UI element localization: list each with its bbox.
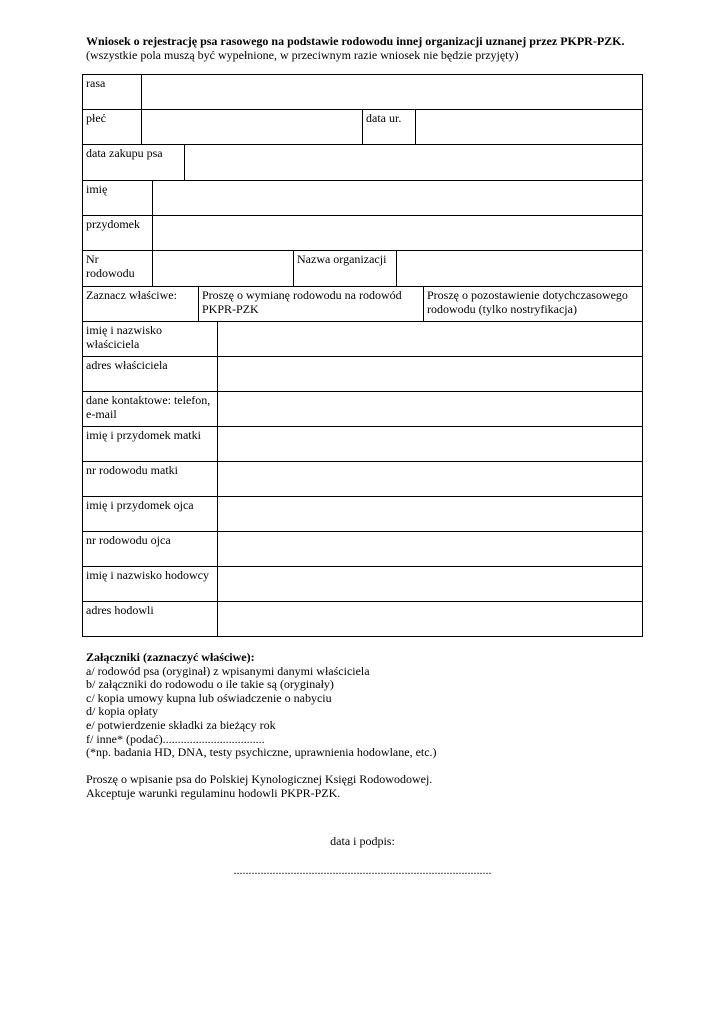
spacer bbox=[86, 760, 646, 774]
field-rasa[interactable] bbox=[142, 75, 642, 109]
regulation-acceptance: Akceptuje warunki regulaminu hodowli PKPR-PZK. bbox=[86, 785, 341, 800]
option-wymiana-line2: PKPR-PZK bbox=[202, 301, 259, 316]
label-dane-kontaktowe bbox=[86, 394, 210, 421]
label-dane-kontaktowe-line2: e-mail bbox=[86, 406, 117, 421]
label-data-zakupu: data zakupu psa bbox=[86, 146, 163, 160]
label-rasa: rasa bbox=[86, 76, 106, 90]
label-imie-nazwisko-wlasciciela-line1: imię i nazwisko bbox=[86, 323, 162, 337]
field-data-ur[interactable] bbox=[416, 110, 642, 144]
field-nr-rodowodu[interactable] bbox=[153, 251, 293, 286]
label-nazwa-organizacji: Nazwa organizacji bbox=[297, 252, 387, 266]
field-imie-przydomek-ojca[interactable] bbox=[218, 497, 642, 531]
column-divider bbox=[293, 250, 294, 286]
option-pozostawienie-line1: Proszę o pozostawienie dotychczasowego bbox=[427, 288, 628, 302]
label-zaznacz: Zaznacz właściwe: bbox=[86, 288, 177, 302]
option-pozostawienie-line2: rodowodu (tylko nostryfikacja) bbox=[427, 301, 577, 316]
field-imie[interactable] bbox=[153, 181, 642, 215]
attachment-item: f/ inne* (podać).................................. bbox=[86, 731, 265, 746]
label-nr-rodowodu-matki: nr rodowodu matki bbox=[86, 463, 178, 477]
attachment-item: d/ kopia opłaty bbox=[86, 704, 158, 719]
signature-label: data i podpis: bbox=[330, 834, 395, 848]
registration-form-table bbox=[82, 74, 643, 637]
label-imie-przydomek-matki: imię i przydomek matki bbox=[86, 428, 201, 442]
label-imie-nazwisko-wlasciciela bbox=[86, 324, 162, 351]
label-dane-kontaktowe-line1: dane kontaktowe: telefon, bbox=[86, 393, 211, 407]
field-imie-przydomek-matki[interactable] bbox=[218, 427, 642, 461]
label-imie-przydomek-ojca: imię i przydomek ojca bbox=[86, 498, 194, 512]
form-title: Wniosek o rejestrację psa rasowego na podstawie rodowodu innej organizacji uznanej przez PKPR-PZK. bbox=[86, 34, 625, 48]
checkbox-pozostawienie-rodowodu[interactable] bbox=[424, 287, 642, 321]
form-subtitle: (wszystkie pola muszą być wypełnione, w przeciwnym razie wniosek nie będzie przyjęty) bbox=[86, 47, 519, 62]
field-adres-wlasciciela[interactable] bbox=[218, 357, 642, 391]
attachment-note: (*np. badania HD, DNA, testy psychiczne, uprawnienia hodowlane, etc.) bbox=[86, 745, 437, 760]
field-nr-rodowodu-matki[interactable] bbox=[218, 462, 642, 496]
label-nr-rodowodu-ojca: nr rodowodu ojca bbox=[86, 533, 171, 547]
field-dane-kontaktowe[interactable] bbox=[218, 392, 642, 426]
signature-line[interactable]: ...................................................................................... bbox=[233, 863, 492, 877]
label-przydomek: przydomek bbox=[86, 217, 140, 231]
attachment-item: e/ potwierdzenie składki za bieżący rok bbox=[86, 717, 276, 732]
label-imie-nazwisko-wlasciciela-line2: właściciela bbox=[86, 336, 140, 351]
field-plec[interactable] bbox=[142, 110, 362, 144]
label-adres-hodowli: adres hodowli bbox=[86, 603, 154, 617]
field-imie-nazwisko-hodowcy[interactable] bbox=[218, 567, 642, 601]
column-divider bbox=[362, 109, 363, 144]
attachment-item: b/ załączniki do rodowodu o ile takie są (oryginały) bbox=[86, 677, 334, 692]
field-adres-hodowli[interactable] bbox=[218, 602, 642, 636]
checkbox-wymiana-rodowodu[interactable] bbox=[199, 287, 423, 321]
attachments-heading: Załączniki (zaznaczyć właściwe): bbox=[86, 650, 255, 664]
field-data-zakupu[interactable] bbox=[185, 145, 642, 180]
field-nazwa-organizacji[interactable] bbox=[397, 251, 642, 286]
label-nr-rodowodu bbox=[86, 253, 135, 280]
label-nr-rodowodu-line2: rodowodu bbox=[86, 265, 135, 280]
option-wymiana-line1: Proszę o wymianę rodowodu na rodowód bbox=[202, 288, 402, 302]
label-imie-nazwisko-hodowcy: imię i nazwisko hodowcy bbox=[86, 568, 209, 582]
label-data-ur: data ur. bbox=[366, 111, 402, 125]
field-przydomek[interactable] bbox=[153, 216, 642, 250]
attachment-item: c/ kopia umowy kupna lub oświadczenie o nabyciu bbox=[86, 690, 332, 705]
attachment-item: a/ rodowód psa (oryginał) z wpisanymi danymi właściciela bbox=[86, 663, 370, 678]
label-plec: płeć bbox=[86, 111, 106, 125]
label-imie: imię bbox=[86, 182, 108, 196]
form-header bbox=[86, 35, 686, 62]
label-adres-wlasciciela: adres właściciela bbox=[86, 358, 168, 372]
field-imie-nazwisko-wlasciciela[interactable] bbox=[218, 322, 642, 356]
label-nr-rodowodu-line1: Nr bbox=[86, 252, 99, 266]
attachments-section bbox=[86, 651, 646, 801]
registration-request: Proszę o wpisanie psa do Polskiej Kynologicznej Księgi Rodowodowej. bbox=[86, 772, 433, 787]
field-nr-rodowodu-ojca[interactable] bbox=[218, 532, 642, 566]
